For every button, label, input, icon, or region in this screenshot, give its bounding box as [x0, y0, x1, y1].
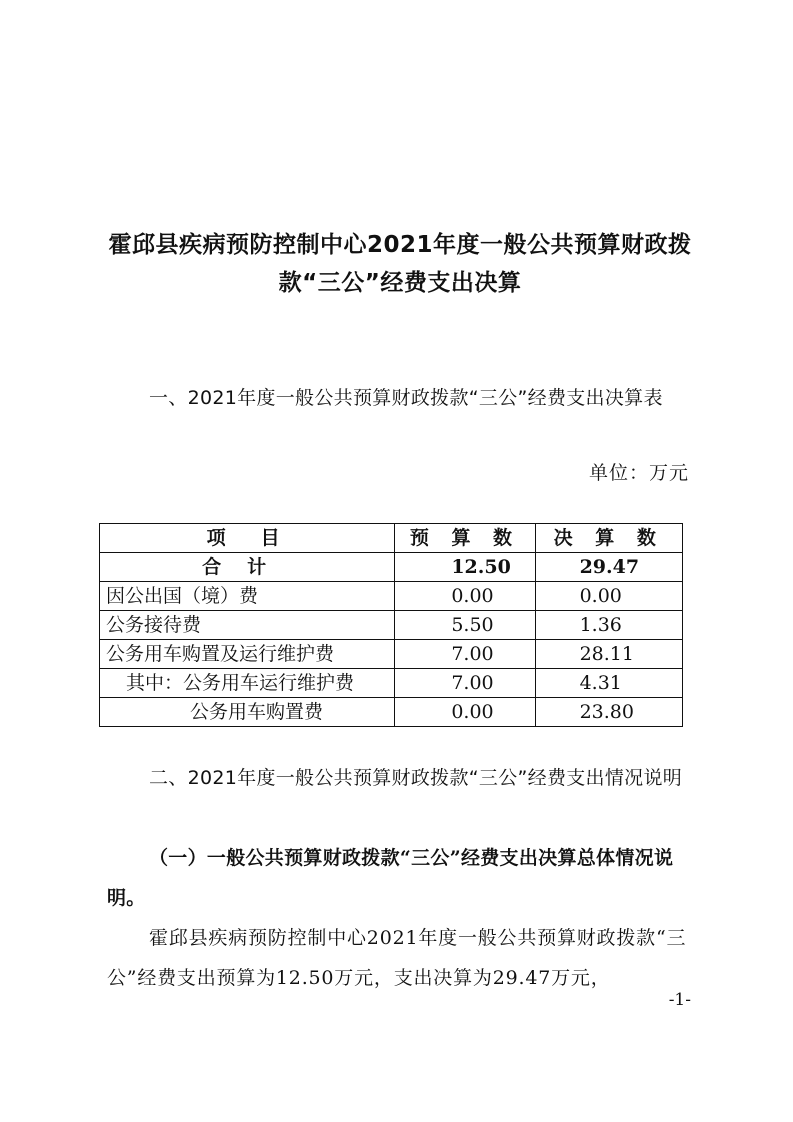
row-label: 因公出国（境）费: [100, 582, 395, 611]
row-actual: 1.36: [535, 611, 682, 640]
table-row: [100, 582, 683, 611]
total-budget: 12.50: [395, 553, 535, 582]
row-budget: 7.00: [395, 640, 535, 669]
row-actual: 28.11: [535, 640, 682, 669]
header-item: 项 目: [100, 524, 395, 553]
page-number: -1-: [668, 990, 691, 1010]
header-budget: 预 算 数: [395, 524, 535, 553]
total-actual: 29.47: [535, 553, 682, 582]
row-actual: 4.31: [535, 669, 682, 698]
table-header-row: [100, 524, 683, 553]
total-label: 合计: [100, 553, 395, 582]
row-budget: 7.00: [395, 669, 535, 698]
row-budget: 0.00: [395, 698, 535, 727]
document-title-line1: 霍邱县疾病预防控制中心2021年度一般公共预算财政拨: [108, 232, 692, 258]
document-title-line2: 款“三公”经费支出决算: [278, 270, 522, 296]
three-public-expenses-table: [99, 523, 683, 727]
body-paragraph: 霍邱县疾病预防控制中心2021年度一般公共预算财政拨款“三公”经费支出预算为12.50万元，支出决算为29.47万元，: [107, 927, 687, 989]
row-label: 其中：公务用车运行维护费: [100, 669, 395, 698]
section1-heading: 一、2021年度一般公共预算财政拨款“三公”经费支出决算表: [149, 387, 663, 409]
row-budget: 0.00: [395, 582, 535, 611]
row-actual: 0.00: [535, 582, 682, 611]
header-actual: 决 算 数: [535, 524, 682, 553]
table-row: [100, 611, 683, 640]
table-row: [100, 698, 683, 727]
row-label: 公务接待费: [100, 611, 395, 640]
section2-heading: 二、2021年度一般公共预算财政拨款“三公”经费支出情况说明: [149, 767, 683, 789]
row-budget: 5.50: [395, 611, 535, 640]
row-label: 公务用车购置及运行维护费: [100, 640, 395, 669]
table-row: [100, 669, 683, 698]
row-actual: 23.80: [535, 698, 682, 727]
table-row: [100, 640, 683, 669]
row-label: 公务用车购置费: [100, 698, 395, 727]
subsection1-heading: （一）一般公共预算财政拨款“三公”经费支出决算总体情况说明。: [107, 847, 674, 909]
unit-label: 单位：万元: [588, 462, 689, 484]
table-total-row: [100, 553, 683, 582]
